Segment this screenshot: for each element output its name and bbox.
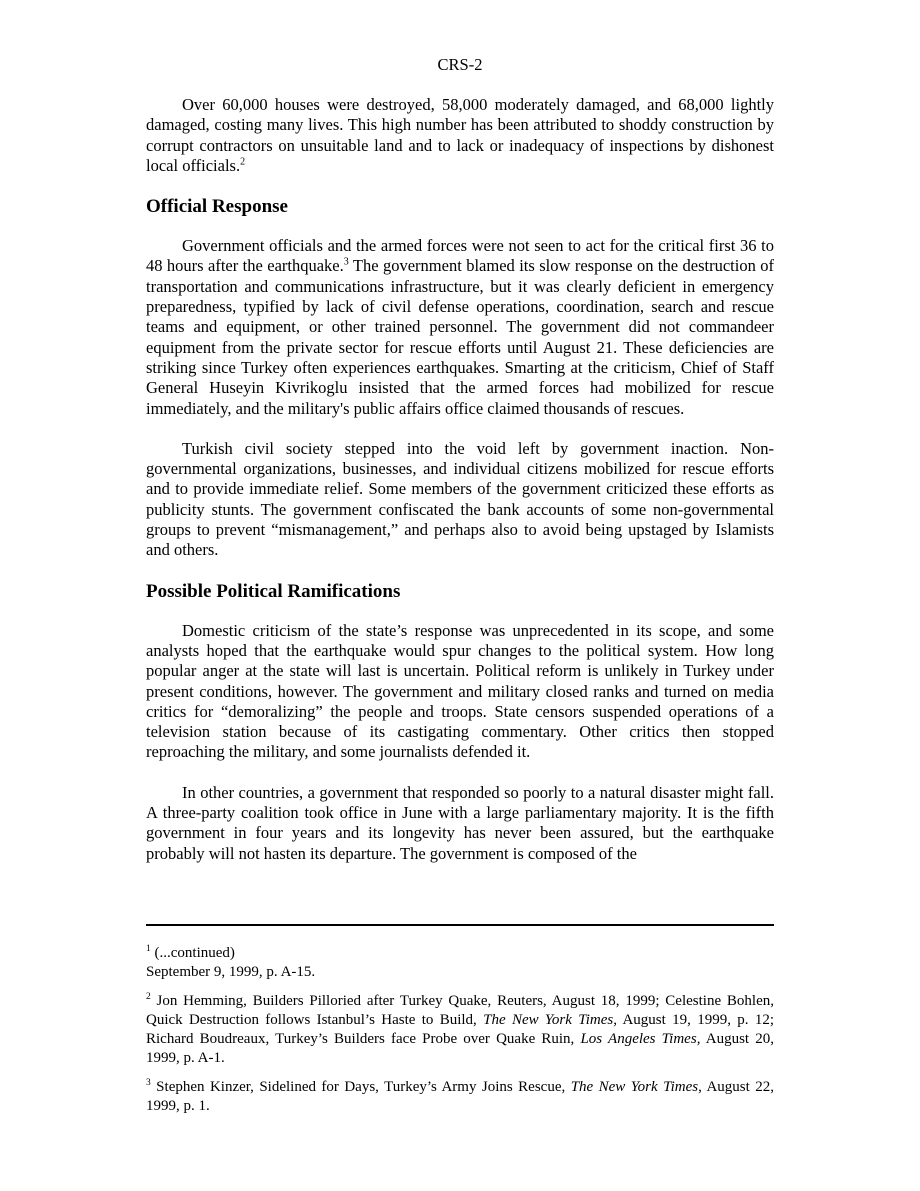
paragraph-domestic-criticism: Domestic criticism of the state’s response was unprecedented in its scope, and some analysts hoped that the earthquake would spur changes to the political system. How long popular anger at the state will last is uncertain. Political reform is unlikely in Turkey under present conditions, however. The government and military closed ranks and turned on media critics for “demoralizing” the people and troops. State censors suspended operations of a television station because of its castigating commentary. Other critics then stopped reproaching the military, and some journalists defended it. xyxy=(146,620,774,762)
paragraph-text-part1: Government officials and the armed forces were not seen to act for the critical first 36 to 48 hours after the earthquake. xyxy=(146,236,774,276)
page-header xyxy=(146,55,774,75)
footnote-number: 3 xyxy=(146,1078,151,1088)
footnote-1-line2: September 9, 1999, p. A-15. xyxy=(146,964,316,980)
footnote-publication: The New York Times xyxy=(570,1079,699,1095)
footnote-publication: The New York Times xyxy=(483,1012,614,1028)
footnote-number: 1 xyxy=(146,944,151,954)
footnote-text: , August 19, 1999, p. 12; Richard Boudreaux, Turkey’s Builders face Probe over Quake Ruin, xyxy=(146,1012,775,1047)
footnote-1 xyxy=(146,944,774,982)
footnote-text: (...continued) xyxy=(150,945,235,961)
page-label: CRS-2 xyxy=(437,55,483,74)
document-body xyxy=(146,95,774,884)
footnote-divider xyxy=(146,924,774,926)
heading-official-response: Official Response xyxy=(146,196,288,218)
footnote-1-line1 xyxy=(146,944,774,963)
paragraph-civil-society: Turkish civil society stepped into the void left by government inaction. Non-governmental organizations, businesses, and individual citizens mobilized for rescue efforts and to provide immediate relief. Some members of the government criticized these efforts as publicity stunts. The government confiscated the bank accounts of some non-governmental groups to prevent “mismanagement,” and perhaps also to avoid being upstaged by Islamists and others. xyxy=(146,438,774,560)
footnotes xyxy=(146,944,774,1126)
heading-political-ramifications: Possible Political Ramifications xyxy=(146,580,401,602)
footnote-2 xyxy=(146,992,774,1068)
footnote-3 xyxy=(146,1078,774,1116)
paragraph-coalition: In other countries, a government that responded so poorly to a natural disaster might fall. A three-party coalition took office in June with a large parliamentary majority. It is the fifth government in four years and its longevity has never been assured, but the earthquake probably will not hasten its departure. The government is composed of the xyxy=(146,782,774,863)
footnote-text: Stephen Kinzer, Sidelined for Days, Turkey’s Army Joins Rescue, xyxy=(150,1079,571,1095)
footnote-ref-2[interactable]: 2 xyxy=(240,156,246,168)
footnote-publication: Los Angeles Times xyxy=(580,1031,697,1047)
paragraph-text: Over 60,000 houses were destroyed, 58,000 moderately damaged, and 68,000 lightly damaged, costing many lives. This high number has been attributed to shoddy construction by corrupt contractors on unsuitable land and to lack or inadequacy of inspections by dishonest local officials. xyxy=(146,95,774,175)
footnote-text: , August 20, 1999, p. A-1. xyxy=(146,1031,775,1066)
paragraph-housing-damage xyxy=(146,95,774,176)
footnote-text: , August 22, 1999, p. 1. xyxy=(146,1079,774,1114)
footnote-number: 2 xyxy=(146,992,151,1002)
paragraph-text-part2: The government blamed its slow response on the destruction of transportation and communications infrastructure, but it was clearly deficient in emergency preparedness, typified by lack of civil defense operations, coordination, search and rescue teams and equipment, or other trained personnel. The government did not commandeer equipment from the private sector for rescue efforts until August 21. These deficiencies are striking since Turkey often experiences earthquakes. Smarting at the criticism, Chief of Staff General Huseyin Kivrikoglu insisted that the armed forces had mobilized for rescue immediately, and the military's public affairs office claimed thousands of rescues. xyxy=(146,256,774,418)
paragraph-government-response xyxy=(146,236,774,419)
footnote-ref-3[interactable]: 3 xyxy=(343,256,349,268)
footnote-text: Jon Hemming, Builders Pilloried after Turkey Quake, Reuters, August 18, 1999; Celestine Bohlen, Quick Destruction follows Istanbul’s Haste to Build, xyxy=(146,993,774,1028)
